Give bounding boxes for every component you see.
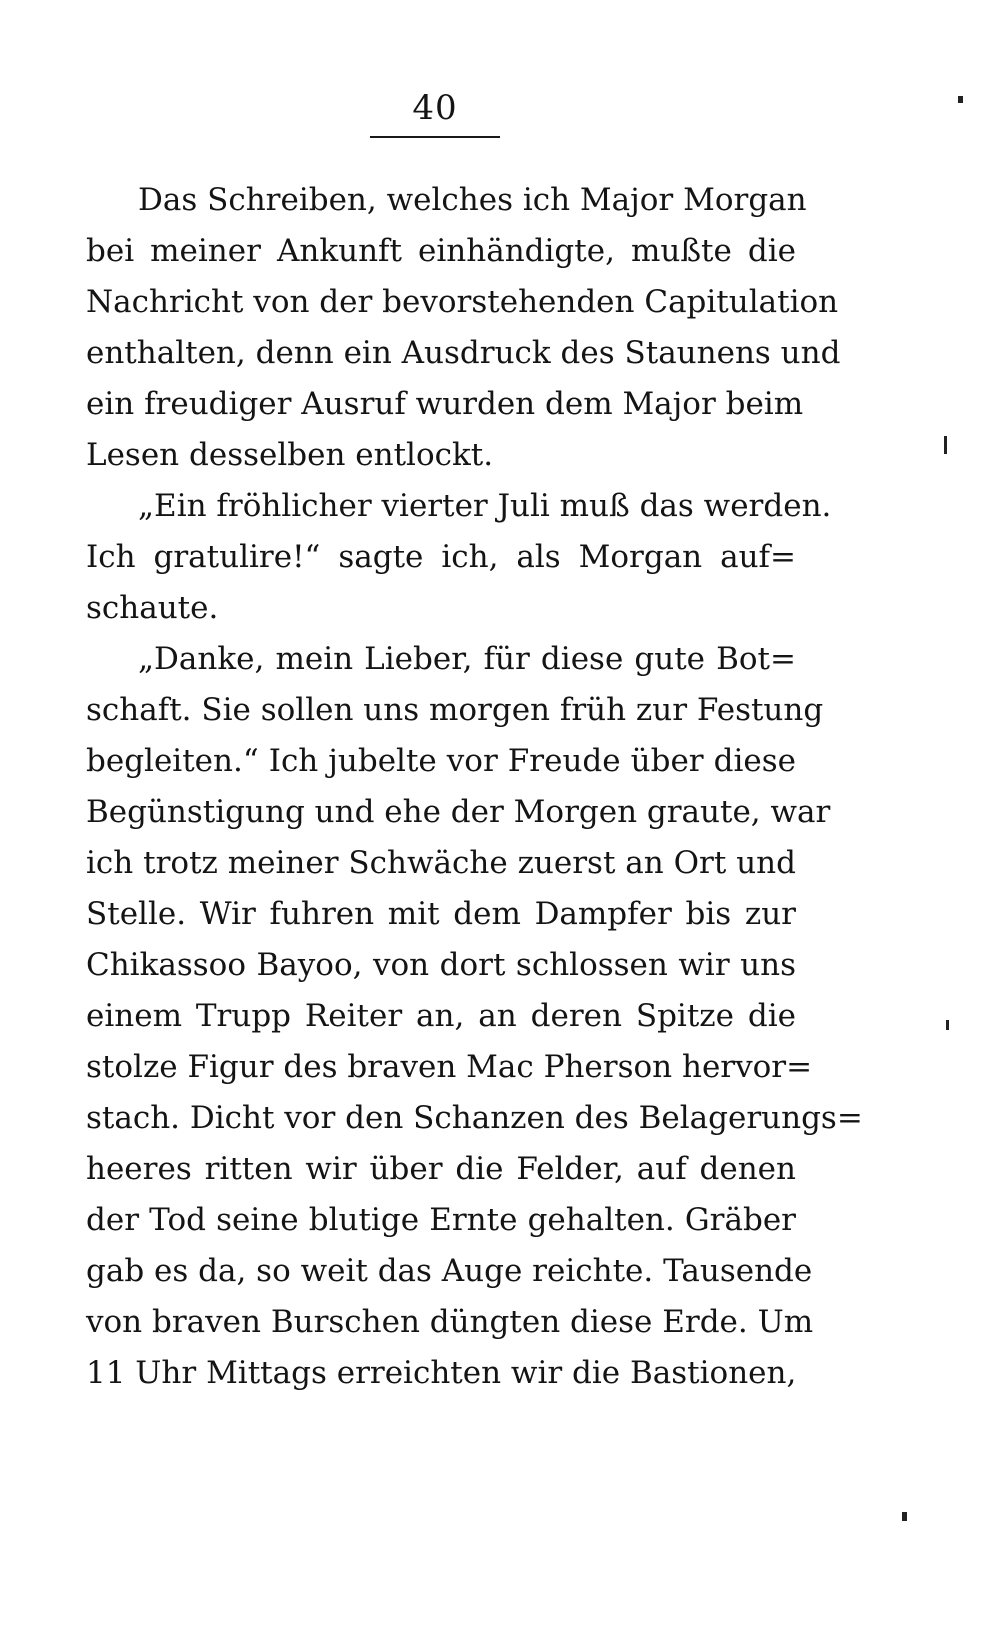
scan-speck [944,436,947,454]
text-line: ich trotz meiner Schwäche zuerst an Ort und [86,845,796,881]
text-line: bei meiner Ankunft einhändigte, mußte die [86,233,796,269]
scan-speck [902,1512,907,1521]
text-line: Das Schreiben, welches ich Major Morgan [138,182,807,218]
text-line: „Danke, mein Lieber, für diese gute Bot= [138,641,796,677]
header-rule [370,136,500,138]
scan-speck [946,1020,949,1030]
text-line: gab es da, so weit das Auge reichte. Tausende [86,1253,813,1289]
text-line: ein freudiger Ausruf wurden dem Major beim [86,386,804,422]
text-line: enthalten, denn ein Ausdruck des Staunens und [86,335,841,371]
text-line: „Ein fröhlicher vierter Juli muß das werden. [138,488,832,524]
text-line: begleiten.“ Ich jubelte vor Freude über diese [86,743,796,779]
text-line: heeres ritten wir über die Felder, auf denen [86,1151,796,1187]
text-line: von braven Burschen düngten diese Erde. Um [86,1304,814,1340]
text-line: schaute. [86,590,219,626]
page-number: 40 [412,88,458,128]
text-line: Stelle. Wir fuhren mit dem Dampfer bis zur [86,896,796,932]
text-line: schaft. Sie sollen uns morgen früh zur Festung [86,692,824,728]
text-line: Nachricht von der bevorstehenden Capitulation [86,284,839,320]
text-line: Lesen desselben entlockt. [86,437,494,473]
text-line: 11 Uhr Mittags erreichten wir die Bastionen, [86,1355,797,1391]
text-line: stolze Figur des braven Mac Pherson hervor= [86,1049,813,1085]
text-line: einem Trupp Reiter an, an deren Spitze die [86,998,796,1034]
scan-speck [958,96,963,103]
text-line: Ich gratulire!“ sagte ich, als Morgan auf= [86,539,796,575]
text-line: Chikassoo Bayoo, von dort schlossen wir uns [86,947,796,983]
text-line: der Tod seine blutige Ernte gehalten. Gräber [86,1202,796,1238]
text-line: stach. Dicht vor den Schanzen des Belagerungs= [86,1100,863,1136]
text-line: Begünstigung und ehe der Morgen graute, war [86,794,831,830]
body-text [86,175,863,1399]
